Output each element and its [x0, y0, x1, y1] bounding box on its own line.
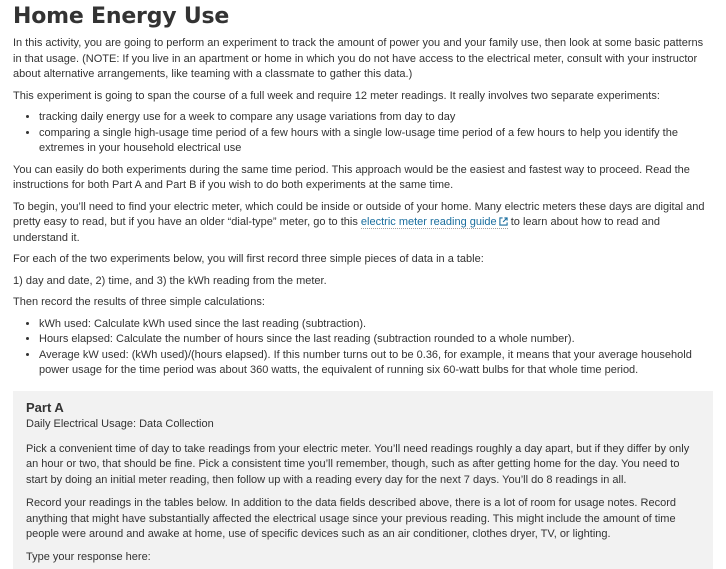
list-item: • comparing a single high-usage time period of a few hours with a single low-usage time period of a few hours to help you identify the extremes in your household electrical use — [39, 126, 713, 157]
page-title: Home Energy Use — [13, 0, 713, 30]
begin-paragraph — [13, 200, 713, 247]
begin-text-before: To begin, you’ll need to find your electric meter, which could be inside or outside of your home. Many electric meters these days are digital and pretty easy to read, but if you have an older “dial-type” meter, go to this — [13, 201, 705, 229]
pieces-paragraph: 1) day and date, 2) time, and 3) the kWh reading from the meter. — [13, 274, 713, 290]
part-a-subtitle: Daily Electrical Usage: Data Collection — [26, 417, 700, 432]
intro-paragraph: In this activity, you are going to perform an experiment to track the amount of power you and your family use, then look at some basic patterns in that usage. (NOTE: If you live in an apartment or home in which you do not have access to the electrical meter, consult with your instructor about alternative arrangements, like teaming with a classmate to gather this data.) — [13, 36, 713, 83]
part-a-section — [13, 391, 713, 569]
meter-guide-link[interactable] — [361, 216, 508, 229]
list-item: • Hours elapsed: Calculate the number of hours since the last reading (subtraction rounded to a whole number). — [39, 332, 713, 348]
part-a-paragraph-1: Pick a convenient time of day to take readings from your electric meter. You’ll need readings roughly a day apart, but if they differ by only an hour or two, that should be fine. Pick a consistent time you’ll remember, though, such as after getting home for the day. You need to start by doing an initial meter reading, then follow up with a reading every day for the next 7 days. You’ll do 8 readings in all. — [26, 442, 700, 489]
experiments-list — [13, 110, 713, 157]
list-item: • Average kW used: (kWh used)/(hours elapsed). If this number turns out to be 0.36, for example, it means that your average household power usage for the time period was about 360 watts, the equivalent of running six 60-watt bulbs for that whole time period. — [39, 348, 713, 379]
meter-guide-link-label: electric meter reading guide — [361, 216, 497, 228]
calc-paragraph: Then record the results of three simple calculations: — [13, 295, 713, 311]
record-paragraph: For each of the two experiments below, you will first record three simple pieces of data in a table: — [13, 252, 713, 268]
external-link-icon — [499, 216, 508, 225]
span-paragraph: This experiment is going to span the course of a full week and require 12 meter readings. It really involves two separate experiments: — [13, 89, 713, 105]
part-a-title: Part A — [26, 399, 700, 417]
begin-text-after: to learn about how to read and understand it. — [13, 216, 660, 244]
both-paragraph: You can easily do both experiments during the same time period. This approach would be the easiest and fastest way to proceed. Read the instructions for both Part A and Part B if you wish to do both experiments at the same time. — [13, 163, 713, 194]
response-label: Type your response here: — [26, 550, 700, 566]
list-item: • tracking daily energy use for a week to compare any usage variations from day to day — [39, 110, 713, 126]
part-a-paragraph-2: Record your readings in the tables below. In addition to the data fields described above, there is a lot of room for usage notes. Record anything that might have substantially affected the electrical usage since your previous reading. This might include the amount of time people were around and awake at home, use of specific devices such as an air conditioner, clothes dryer, TV, or lighting. — [26, 496, 700, 543]
calculations-list — [13, 317, 713, 379]
list-item: • kWh used: Calculate kWh used since the last reading (subtraction). — [39, 317, 713, 333]
